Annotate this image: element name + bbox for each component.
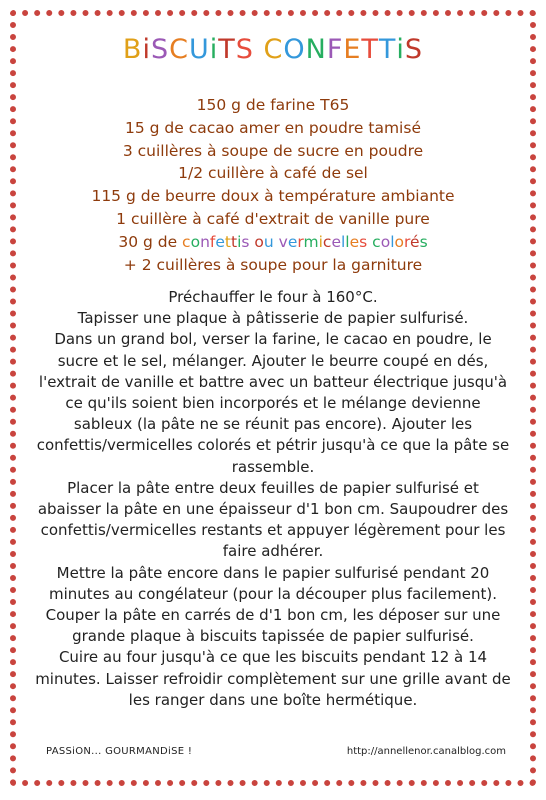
colored-letter: r	[403, 232, 411, 251]
colored-letter: s	[241, 232, 250, 251]
colored-letter: r	[297, 232, 304, 251]
title-letter: i	[209, 34, 219, 65]
colored-letter: t	[224, 232, 231, 251]
colored-letter: l	[340, 232, 346, 251]
instructions	[34, 287, 512, 711]
colored-letter: c	[322, 232, 332, 251]
title-letter: U	[188, 34, 210, 65]
footer-blog-url[interactable]: http://annellenor.canalblog.com	[346, 746, 506, 757]
title-letter: C	[263, 34, 284, 65]
title-letter: i	[396, 34, 405, 65]
recipe-title	[0, 34, 546, 65]
colored-letter: v	[278, 232, 288, 251]
title-letter: S	[150, 34, 170, 65]
ingredient-line-colored	[0, 231, 546, 254]
colored-letter: s	[419, 232, 428, 251]
ingredient-line: 115 g de beurre doux à température ambiante	[91, 187, 455, 206]
colored-letter: i	[237, 232, 242, 251]
colored-letter: c	[182, 232, 191, 251]
ingredient-line: + 2 cuillères à soupe pour la garniture	[123, 255, 423, 274]
instruction-paragraph: Dans un grand bol, verser la farine, le cacao en poudre, le sucre et le sel, mélanger. Ajouter le beurre coupé en dés, l'extrait de vanille et battre avec un batteur électrique jusqu'à ce qu'ils soient bien incorporés et le mélange devienne sableux (la pâte ne se réunit pas encore). Ajouter les confettis/vermicelles colorés et pétrir jusqu'à ce que la pâte se rassemble.	[36, 330, 510, 476]
colored-letter: i	[318, 232, 323, 251]
title-letter: T	[378, 34, 397, 65]
colored-letter: c	[372, 232, 381, 251]
colored-letter: o	[380, 232, 391, 251]
colored-letter: f	[209, 232, 216, 251]
colored-letter: o	[394, 232, 404, 251]
title-letter: S	[235, 34, 254, 65]
title-letter: C	[169, 34, 189, 65]
colored-letter: t	[230, 232, 238, 251]
instruction-paragraph: Couper la pâte en carrés de d'1 bon cm, les déposer sur une grande plaque à biscuits tapissée de papier sulfurisé.	[45, 606, 501, 646]
ingredient-line: 3 cuillères à soupe de sucre en poudre	[122, 141, 424, 160]
title-letter: B	[122, 34, 143, 65]
colored-letter: l	[390, 232, 395, 251]
ingredient-line: 150 g de farine T65	[196, 96, 350, 114]
title-letter: S	[404, 34, 424, 65]
colored-letter: n	[200, 232, 210, 251]
title-letter	[254, 34, 264, 65]
title-letter: E	[343, 34, 362, 65]
colored-letter: o	[254, 232, 264, 251]
colored-letter: m	[303, 232, 319, 251]
colored-letter: é	[410, 232, 420, 251]
colored-letter: o	[190, 232, 201, 251]
colored-letter: l	[345, 232, 350, 251]
ingredients-list	[0, 94, 546, 276]
ingredient-line: 1/2 cuillère à café de sel	[178, 164, 368, 183]
ingredient-prefix: 30 g de	[118, 232, 183, 251]
title-letter: T	[361, 34, 379, 65]
instruction-paragraph: Cuire au four jusqu'à ce que les biscuits pendant 12 à 14 minutes. Laisser refroidir complètement sur une grille avant de les ranger dans une boîte hermétique.	[35, 648, 511, 709]
title-letter: i	[142, 34, 151, 65]
footer-signature: PASSiON... GOURMANDiSE !	[46, 746, 193, 757]
colored-words	[182, 233, 428, 251]
title-letter: N	[305, 34, 327, 65]
colored-letter: e	[215, 232, 225, 251]
colored-letter: e	[331, 232, 341, 251]
colored-letter: u	[263, 232, 274, 251]
title-letter: T	[218, 34, 236, 65]
colored-letter: e	[349, 232, 360, 251]
title-letter: F	[326, 34, 344, 65]
instruction-paragraph: Préchauffer le four à 160°C.	[168, 288, 378, 306]
ingredient-line: 15 g de cacao amer en poudre tamisé	[125, 118, 421, 137]
instruction-paragraph: Mettre la pâte encore dans le papier sulfurisé pendant 20 minutes au congélateur (pour la découper plus facilement).	[49, 563, 497, 603]
colored-letter: e	[287, 232, 298, 251]
ingredient-line: 1 cuillère à café d'extrait de vanille pure	[116, 209, 430, 228]
colored-letter: s	[359, 232, 368, 251]
title-letter: O	[283, 34, 306, 65]
instruction-paragraph: Placer la pâte entre deux feuilles de papier sulfurisé et abaisser la pâte en une épaisseur d'1 bon cm. Saupoudrer des confettis/vermicelles restants et appuyer légèrement pour les faire adhérer.	[37, 478, 509, 561]
instruction-paragraph: Tapisser une plaque à pâtisserie de papier sulfurisé.	[77, 309, 469, 328]
